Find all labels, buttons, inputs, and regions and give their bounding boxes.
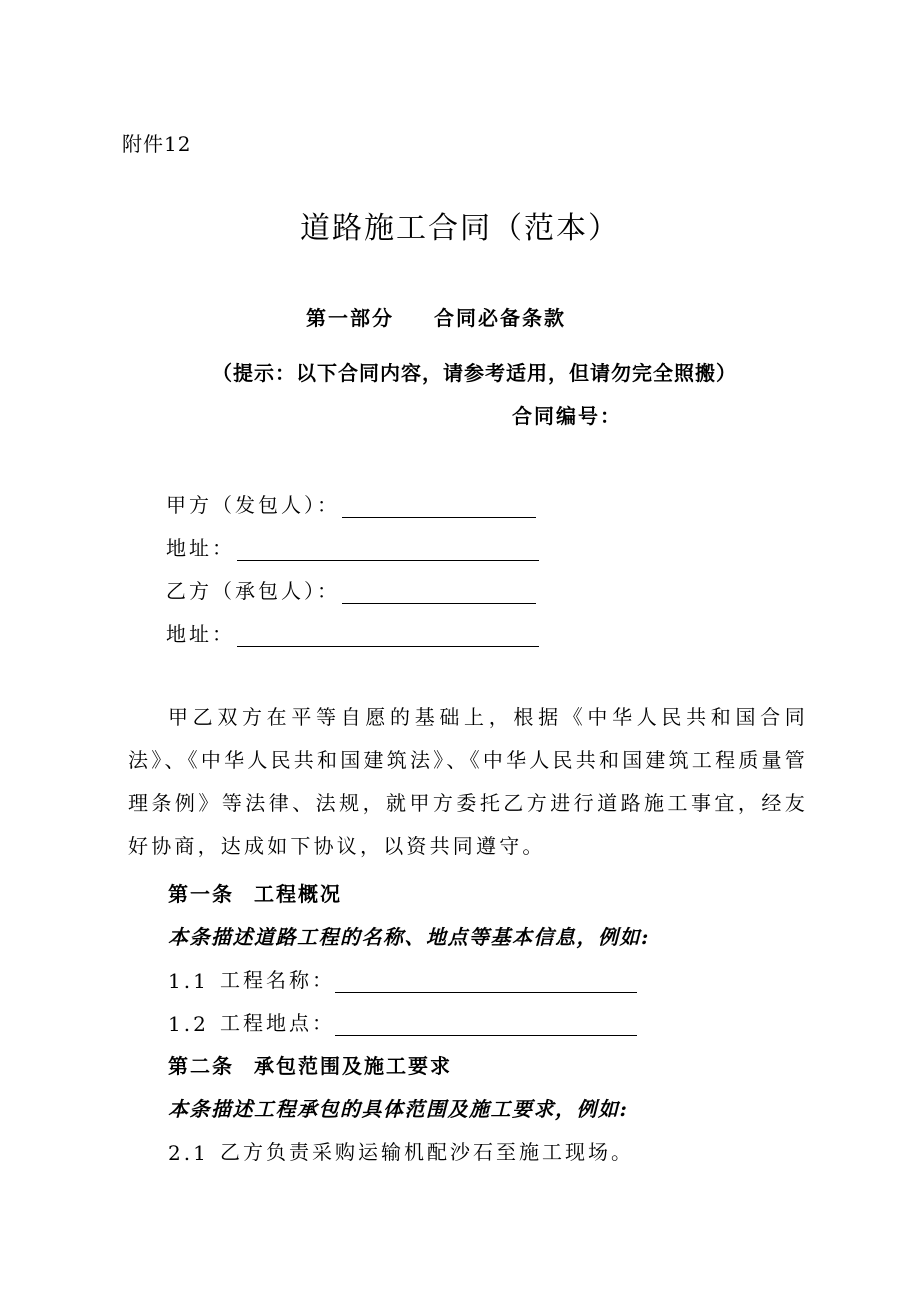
article-1-number: 第一条 [168, 882, 234, 906]
preamble-paragraph: 甲乙双方在平等自愿的基础上，根据《中华人民共和国合同法》、《中华人民共和国建筑法》、《中华人民共和国建筑工程质量管理条例》等法律、法规，就甲方委托乙方进行道路施工事宜，经友好协商，达成如下协议，以资共同遵守。 [128, 705, 808, 858]
document-title: 道路施工合同（范本） [300, 211, 620, 246]
project-location-blank[interactable] [335, 1013, 637, 1036]
article-1-title: 工程概况 [254, 882, 342, 906]
item-label: 工程地点： [220, 1011, 335, 1035]
article-2-heading [168, 1050, 452, 1079]
article-2-title: 承包范围及施工要求 [254, 1054, 452, 1078]
party-b-field [166, 575, 536, 604]
contract-number-label: 合同编号： [512, 404, 622, 428]
project-name-blank[interactable] [335, 970, 637, 993]
article-1-description: 本条描述道路工程的名称、地点等基本信息，例如: [168, 925, 650, 949]
party-b-address-label: 地址： [166, 622, 235, 646]
item-number: 1.2 [168, 1012, 209, 1036]
article-1-item-2 [168, 1007, 637, 1036]
article-2-description: 本条描述工程承包的具体范围及施工要求，例如: [168, 1097, 629, 1121]
party-b-label: 乙方（承包人）： [166, 579, 340, 603]
party-b-address-field [166, 618, 539, 647]
party-a-address-field [166, 532, 539, 561]
party-a-blank[interactable] [342, 495, 536, 518]
party-b-blank[interactable] [342, 581, 536, 604]
party-a-label: 甲方（发包人）： [166, 493, 340, 517]
article-1-heading [168, 878, 342, 907]
part-name: 合同必备条款 [434, 306, 566, 330]
part-heading [306, 302, 566, 331]
article-2-item-1 [168, 1136, 634, 1165]
attachment-label: 附件12 [122, 132, 192, 156]
article-1-item-1 [168, 964, 637, 993]
hint-note: （提示：以下合同内容，请参考适用，但请勿完全照搬） [212, 361, 737, 385]
party-b-address-blank[interactable] [237, 624, 539, 647]
item-number: 2.1 [168, 1141, 209, 1165]
item-label: 工程名称： [220, 968, 335, 992]
party-a-address-blank[interactable] [237, 538, 539, 561]
item-text: 乙方负责采购运输机配沙石至施工现场。 [220, 1140, 634, 1164]
party-a-field [166, 489, 536, 518]
article-2-number: 第二条 [168, 1054, 234, 1078]
item-number: 1.1 [168, 969, 209, 993]
party-a-address-label: 地址： [166, 536, 235, 560]
part-label: 第一部分 [306, 306, 394, 330]
